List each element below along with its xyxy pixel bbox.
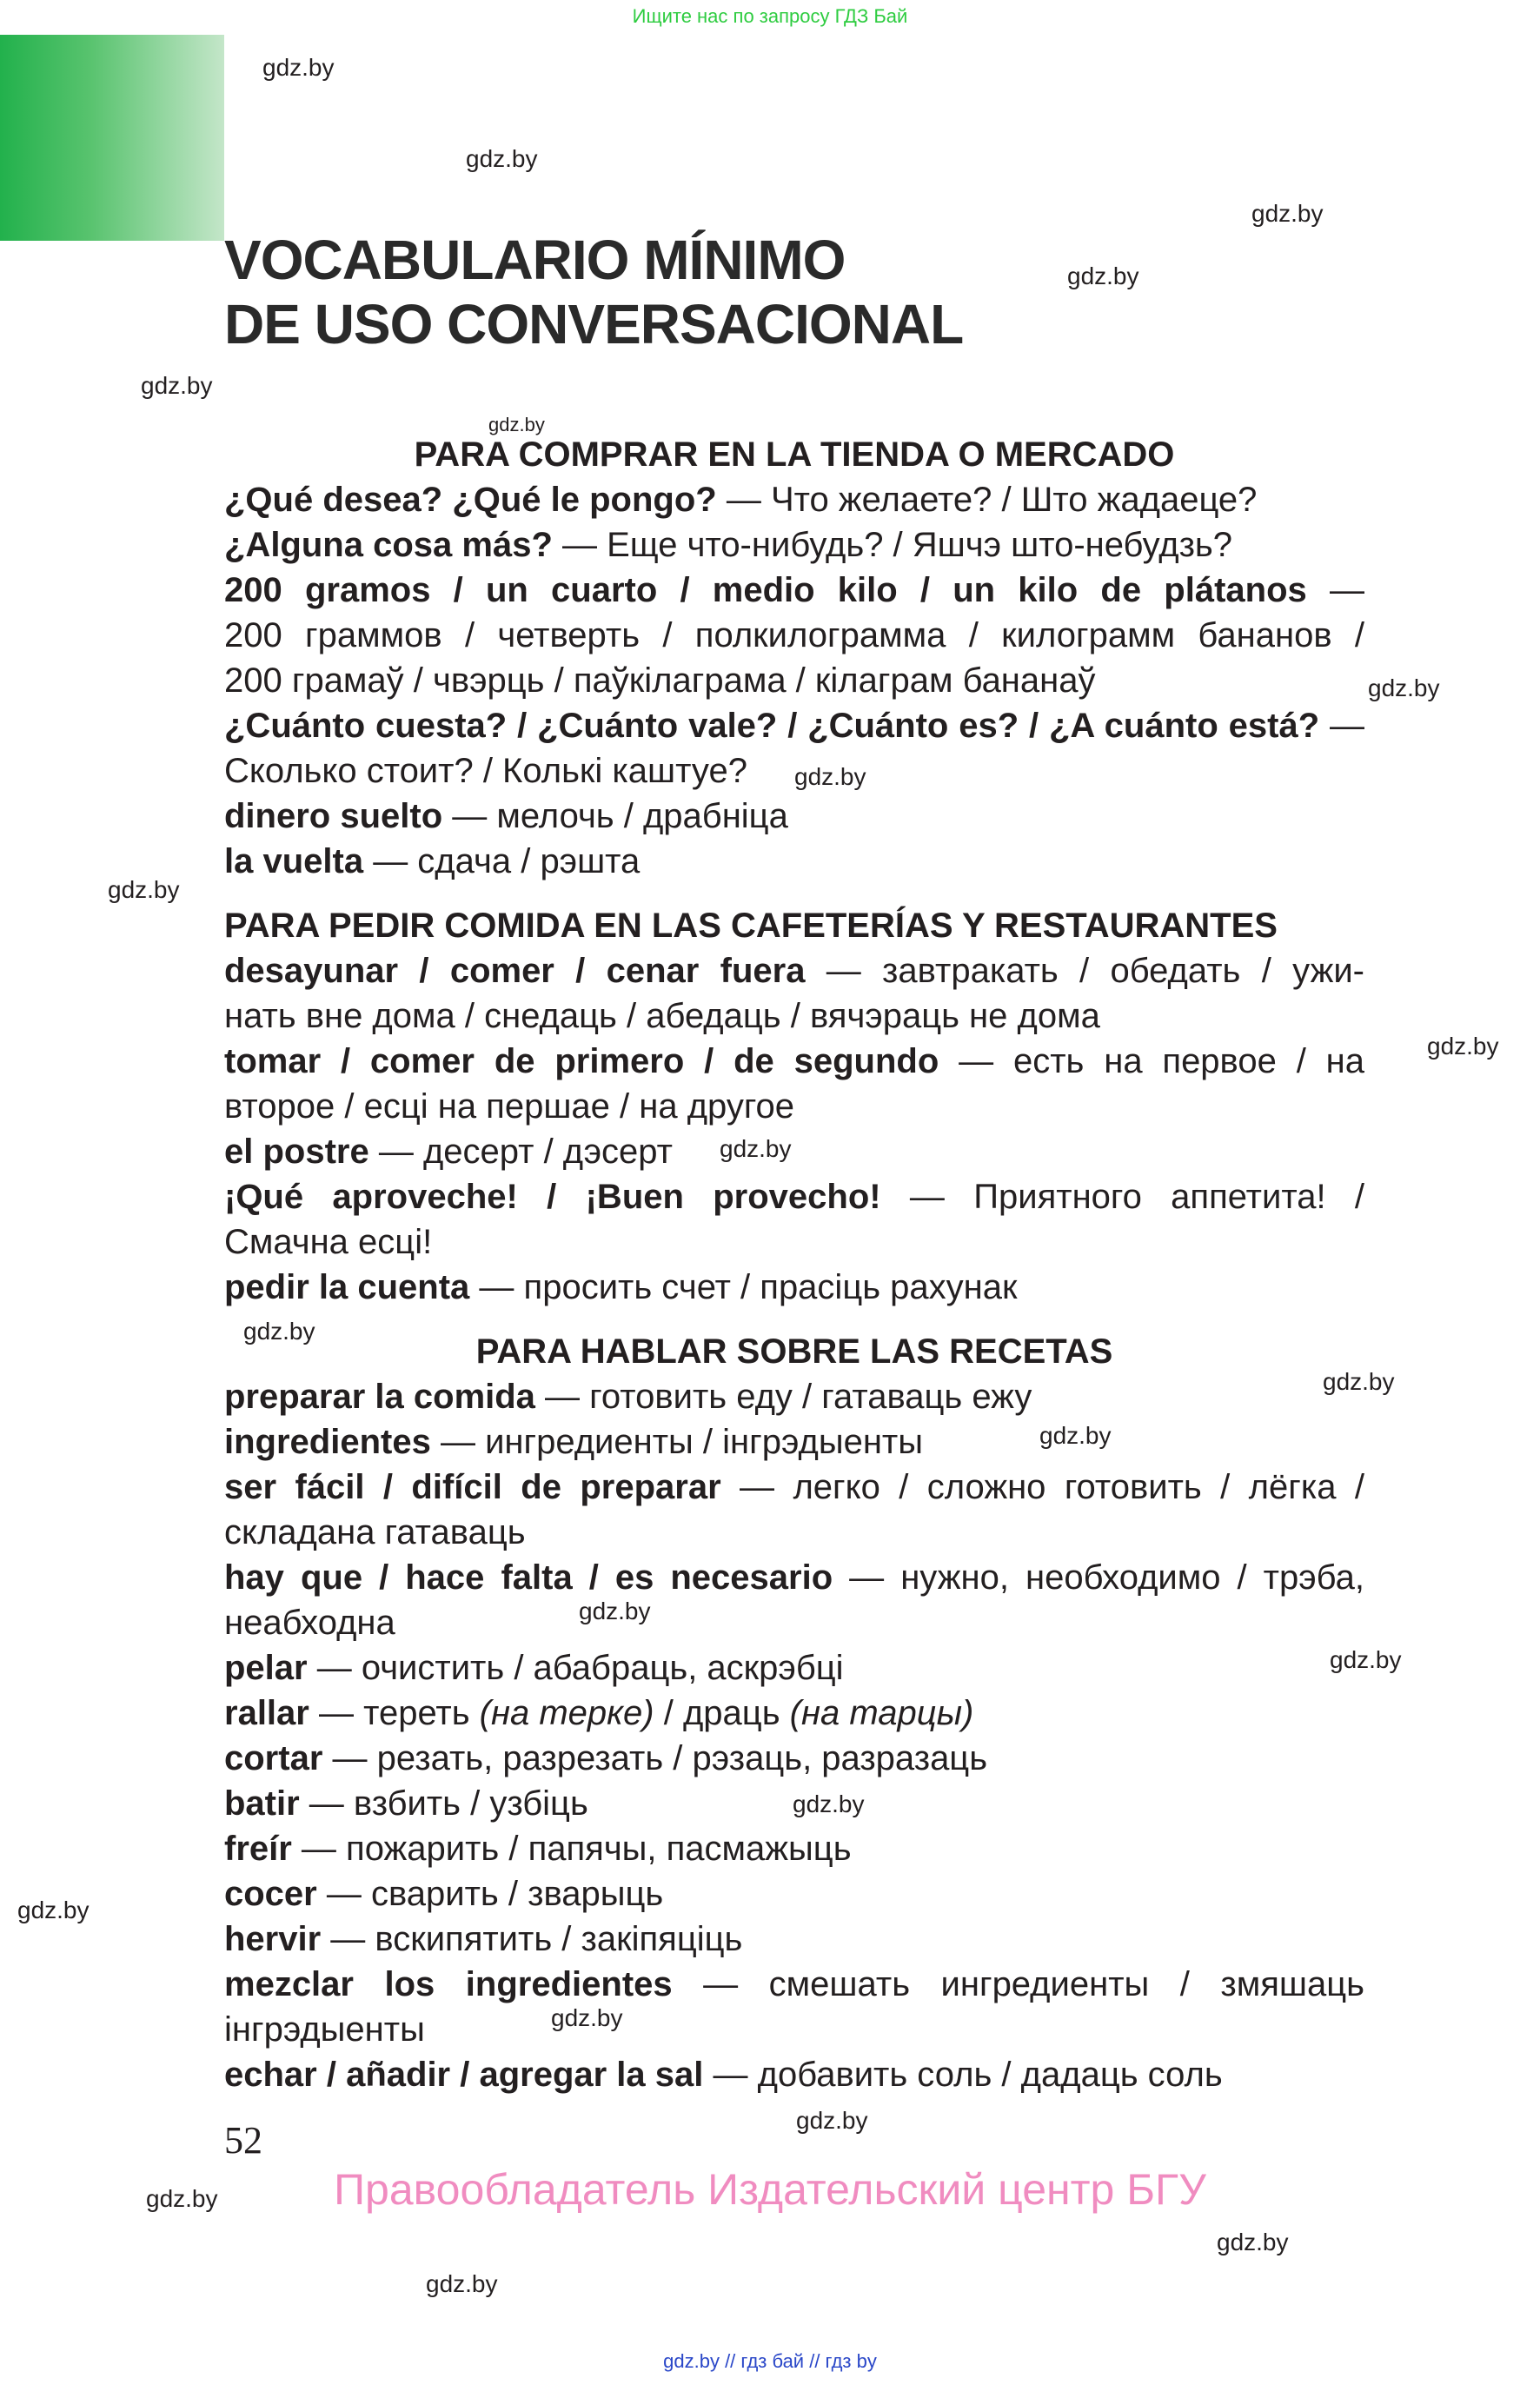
section-heading-market: PARA COMPRAR EN LA TIENDA O MERCADO [414, 435, 1175, 474]
title-line-1: VOCABULARIO MÍNIMO [224, 229, 846, 291]
vocab-translation: Смачна есці! [224, 1223, 433, 1261]
vocab-entry: ¿Qué desea? ¿Qué le pongo? — Что желаете? / Што жадаеце? [224, 481, 1258, 519]
watermark: gdz.by [1368, 674, 1440, 701]
vocab-translation: інгрэдыенты [224, 2010, 425, 2049]
watermark: gdz.by [1067, 262, 1139, 289]
vocab-entry: cortar — резать, разрезать / рэзаць, разразаць [224, 1739, 988, 1777]
vocab-translation: второе / есці на першае / на другое [224, 1087, 795, 1126]
section-heading-food: PARA PEDIR COMIDA EN LAS CAFETERÍAS Y RESTAURANTES [224, 907, 1278, 945]
watermark: gdz.by [1427, 1033, 1499, 1060]
vocab-translation: неабходна [224, 1604, 395, 1642]
watermark: gdz.by [1217, 2229, 1289, 2255]
watermark: gdz.by [108, 876, 180, 903]
vocab-entry: rallar — тереть (на терке) / драць (на тарцы) [224, 1694, 974, 1732]
vocabulary-list [224, 432, 1364, 2097]
page-number: 52 [224, 2119, 262, 2162]
watermark: gdz.by [262, 54, 335, 81]
vocab-entry: tomar / comer de primero / de segundo — есть на первое / на [224, 1042, 1364, 1080]
vocab-entry: hay que / hace falta / es necesario — нужно, необходимо / трэба, [224, 1558, 1364, 1597]
page-title [224, 228, 963, 356]
watermark: gdz.by [146, 2185, 218, 2212]
watermark: gdz.by [141, 372, 213, 399]
vocab-entry: dinero suelto — мелочь / драбніца [224, 797, 788, 835]
watermark: gdz.by [1251, 200, 1324, 227]
watermark: gdz.by [243, 1318, 315, 1345]
vocab-translation: 200 граммов / четверть / полкилограмма / килограмм бананов / [224, 616, 1364, 654]
bottom-site-links[interactable]: gdz.by // гдз бай // гдз by [663, 2350, 877, 2372]
vocab-entry: pedir la cuenta — просить счет / прасіць рахунак [224, 1268, 1018, 1306]
vocab-entry: freír — пожарить / папячы, пасмажыць [224, 1830, 852, 1868]
watermark: gdz.by [720, 1135, 792, 1162]
watermark: gdz.by [1330, 1646, 1402, 1673]
copyright-notice: Правообладатель Издательский центр БГУ [334, 2165, 1206, 2214]
vocab-entry: echar / añadir / agregar la sal — добавить соль / дадаць соль [224, 2056, 1223, 2094]
watermark: gdz.by [488, 414, 545, 435]
vocab-entry: ¿Cuánto cuesta? / ¿Cuánto vale? / ¿Cuánto es? / ¿A cuánto está? — [224, 707, 1364, 745]
watermark: gdz.by [551, 2004, 623, 2031]
vocab-entry: cocer — сварить / зварыць [224, 1875, 664, 1913]
title-line-2: DE USO CONVERSACIONAL [224, 293, 964, 355]
section-heading-recipes: PARA HABLAR SOBRE LAS RECETAS [475, 1332, 1113, 1371]
watermark: gdz.by [466, 145, 538, 172]
vocab-entry: desayunar / comer / cenar fuera — завтракать / обедать / ужи- [224, 952, 1364, 990]
watermark: gdz.by [1039, 1422, 1112, 1449]
vocab-translation: Сколько стоит? / Колькі каштуе? [224, 752, 747, 790]
watermark: gdz.by [793, 1790, 865, 1817]
vocab-entry: preparar la comida — готовить еду / гатаваць ежу [224, 1378, 1032, 1416]
watermark: gdz.by [17, 1897, 90, 1923]
watermark: gdz.by [579, 1598, 651, 1624]
vocab-entry: mezclar los ingredientes — смешать ингредиенты / змяшаць [224, 1965, 1364, 2003]
watermark: gdz.by [1323, 1368, 1395, 1395]
vocab-entry: la vuelta — сдача / рэшта [224, 842, 641, 880]
vocab-entry: 200 gramos / un cuarto / medio kilo / un kilo de plátanos — [224, 571, 1364, 609]
vocab-entry: ¿Alguna cosa más? — Еще что-нибудь? / Яшчэ што-небудзь? [224, 526, 1233, 564]
watermark: gdz.by [794, 763, 866, 790]
vocab-translation: нать вне дома / снедаць / абедаць / вячэраць не дома [224, 997, 1100, 1035]
vocab-entry: ¡Qué aproveche! / ¡Buen provecho! — Приятного аппетита! / [224, 1178, 1364, 1216]
watermark: gdz.by [426, 2270, 498, 2297]
green-corner-decoration [0, 35, 224, 241]
vocab-entry: batir — взбить / узбіць [224, 1784, 588, 1823]
top-search-link[interactable]: Ищите нас по запросу ГДЗ Бай [632, 5, 908, 27]
vocab-entry: ingredientes — ингредиенты / інгрэдыенты [224, 1423, 923, 1461]
vocab-entry: el postre — десерт / дэсерт [224, 1133, 673, 1171]
vocab-translation: складана гатаваць [224, 1513, 526, 1551]
vocab-translation: 200 грамаў / чвэрць / паўкілаграма / кілаграм бананаў [224, 661, 1096, 700]
vocab-entry: ser fácil / difícil de preparar — легко / сложно готовить / лёгка / [224, 1468, 1365, 1506]
watermark: gdz.by [796, 2107, 868, 2134]
vocab-entry: hervir — вскипятить / закіпяціць [224, 1920, 743, 1958]
vocab-entry: pelar — очистить / абабраць, аскрэбці [224, 1649, 844, 1687]
